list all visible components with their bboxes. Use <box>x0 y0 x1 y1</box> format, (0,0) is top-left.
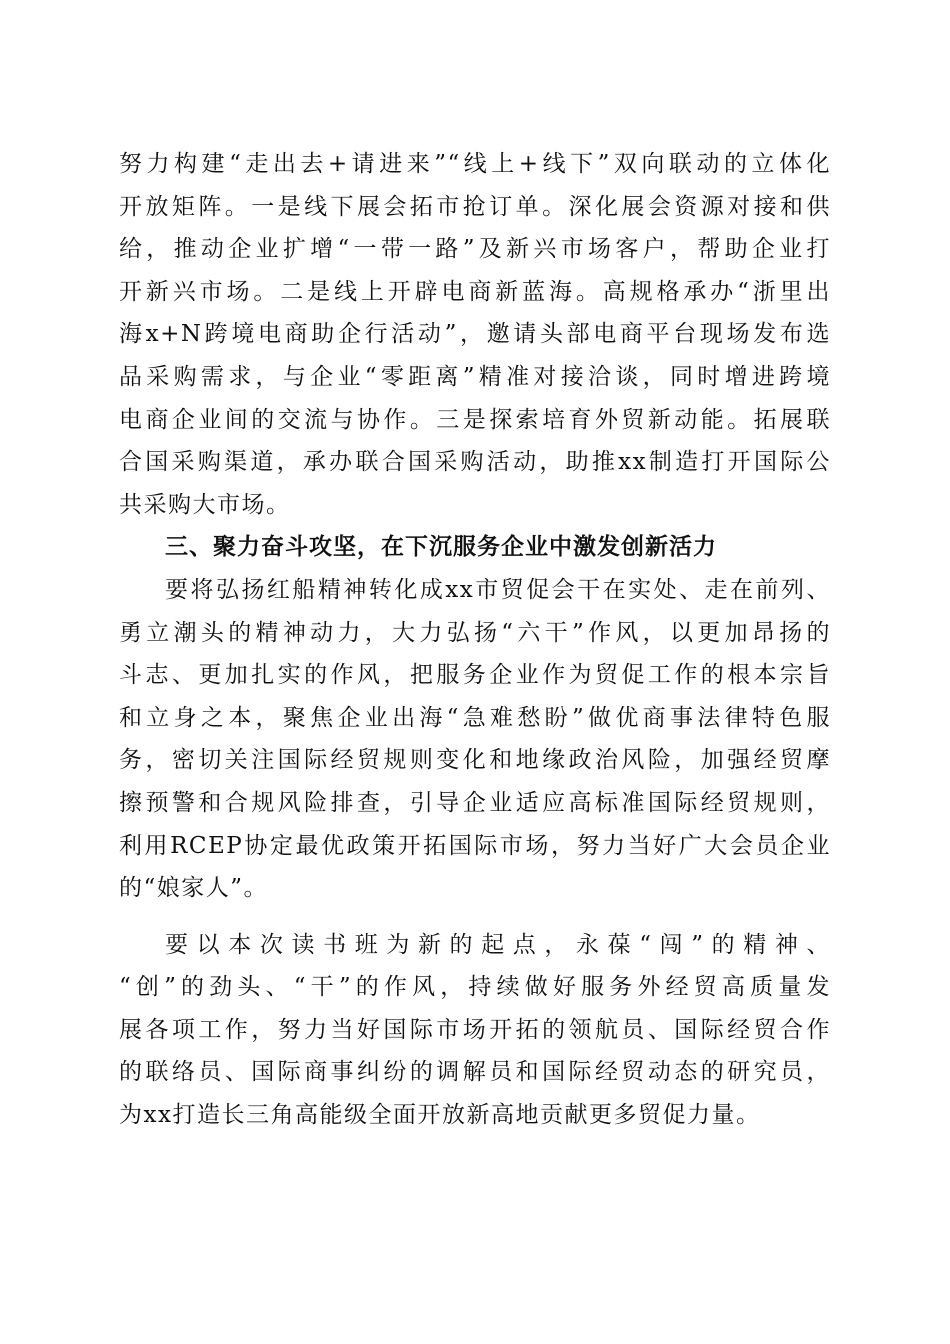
section-heading: 三、聚力奋斗攻坚，在下沉服务企业中激发创新活力 <box>165 534 717 561</box>
text-line: 品采购需求，与企业“零距离”精准对接洽谈，同时增进跨境 <box>119 363 831 390</box>
text-line: “创”的劲头、“干”的作风，持续做好服务外经贸高质量发 <box>119 974 831 1001</box>
text-line: 利用RCEP协定最优政策开拓国际市场，努力当好广大会员企业 <box>119 832 831 859</box>
text-line: 的“娘家人”。 <box>119 875 269 902</box>
paragraph-2 <box>119 569 831 910</box>
text-line: 努力构建“走出去+请进来”“线上+线下”双向联动的立体化 <box>119 151 831 177</box>
text-line: 海x+N跨境电商助企行活动”，邀请头部电商平台现场发布选 <box>119 321 831 348</box>
paragraph-gap <box>119 910 831 924</box>
text-line: 为xx打造长三角高能级全面开放新高地贡献更多贸促力量。 <box>119 1102 761 1129</box>
text-line: 务，密切关注国际经贸规则变化和地缘政治风险，加强经贸摩 <box>119 747 831 774</box>
text-line: 电商企业间的交流与协作。三是探索培育外贸新动能。拓展联 <box>119 406 831 433</box>
text-line: 和立身之本，聚焦企业出海“急难愁盼”做优商事法律特色服 <box>119 704 831 731</box>
text-line: 要将弘扬红船精神转化成xx市贸促会干在实处、走在前列、 <box>165 576 831 603</box>
text-line: 的联络员、国际商事纠纷的调解员和国际经贸动态的研究员， <box>119 1059 831 1086</box>
text-line: 斗志、更加扎实的作风，把服务企业作为贸促工作的根本宗旨 <box>119 662 831 689</box>
paragraph-3 <box>119 924 831 1137</box>
document-body <box>119 143 831 1137</box>
text-line: 展各项工作，努力当好国际市场开拓的领航员、国际经贸合作 <box>119 1016 831 1043</box>
text-line: 要以本次读书班为新的起点，永葆“闯”的精神、 <box>165 931 831 958</box>
text-line: 勇立潮头的精神动力，大力弘扬“六干”作风，以更加昂扬的 <box>119 619 831 646</box>
text-line: 开放矩阵。一是线下展会拓市抢订单。深化展会资源对接和供 <box>119 193 831 220</box>
text-line: 给，推动企业扩增“一带一路”及新兴市场客户，帮助企业打 <box>119 236 831 263</box>
text-line: 开新兴市场。二是线上开辟电商新蓝海。高规格承办“浙里出 <box>119 278 831 305</box>
text-line: 共采购大市场。 <box>119 491 291 518</box>
paragraph-1 <box>119 143 831 526</box>
text-line: 擦预警和合规风险排查，引导企业适应高标准国际经贸规则， <box>119 789 831 816</box>
text-line: 合国采购渠道，承办联合国采购活动，助推xx制造打开国际公 <box>119 449 831 476</box>
